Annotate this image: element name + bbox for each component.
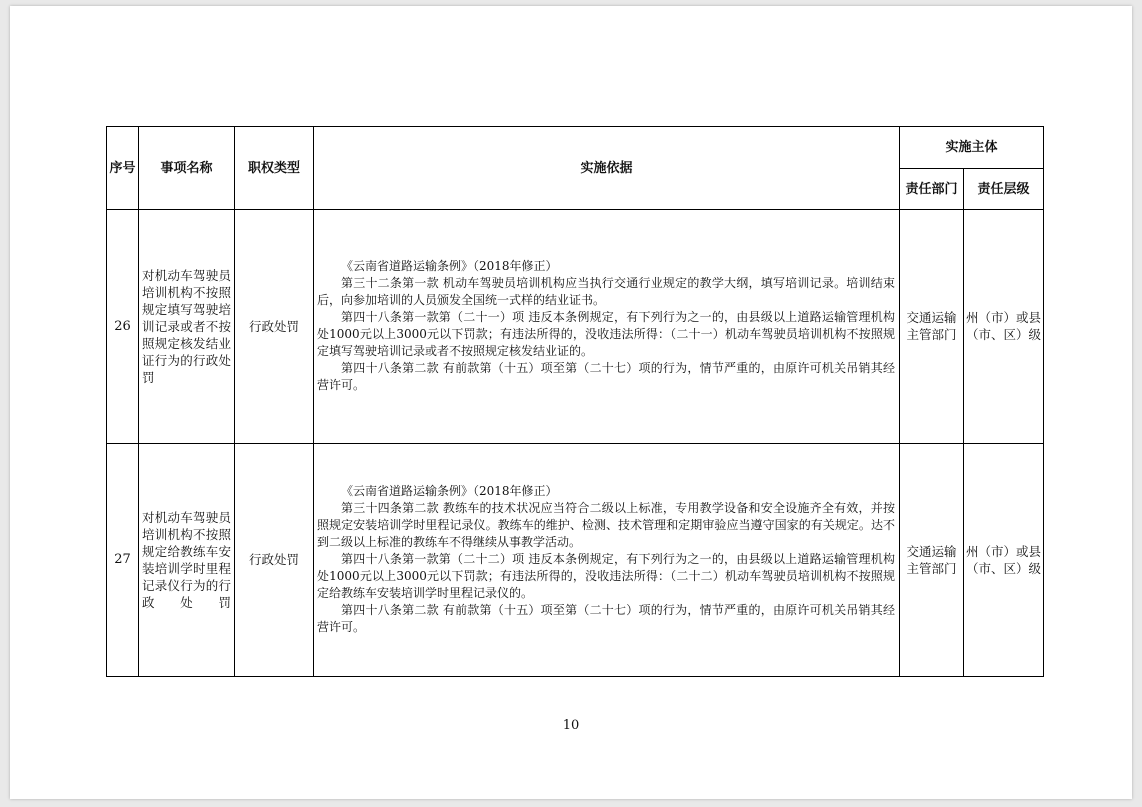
basis-title: 《云南省道路运输条例》（2018年修正） [341, 484, 558, 499]
row-authority-type: 行政处罚 [235, 443, 314, 676]
table-row [107, 210, 1044, 443]
row-level: 州（市）或县（市、区）级 [964, 443, 1044, 676]
basis-paragraph: 第三十四条第二款 教练车的技术状况应当符合二级以上标准，专用教学设备和安全设施齐全有效，并按照规定安装培训学时里程记录仪。教练车的维护、检测、技术管理和定期审验应当遵守国家的有关规定。达不到二级以上标准的教练车不得继续从事教学活动。 [317, 501, 895, 550]
row-item-name: 对机动车驾驶员培训机构不按照规定给教练车安装培训学时里程记录仪行为的行政处罚 [139, 443, 235, 676]
header-type: 职权类型 [235, 127, 314, 210]
row-level: 州（市）或县（市、区）级 [964, 210, 1044, 443]
page-number: 10 [562, 718, 580, 733]
basis-paragraph: 第四十八条第一款第（二十一）项 违反本条例规定，有下列行为之一的，由县级以上道路运输管理机构处1000元以上3000元以下罚款；有违法所得的，没收违法所得：（二十一）机动车驾驶员培训机构不按照规定填写驾驶培训记录或者不按照规定核发结业证的。 [317, 310, 895, 359]
row-authority-type: 行政处罚 [235, 210, 314, 443]
row-dept: 交通运输主管部门 [900, 443, 964, 676]
authority-table [106, 126, 1044, 677]
header-name: 事项名称 [139, 127, 235, 210]
table-row [107, 443, 1044, 676]
row-dept: 交通运输主管部门 [900, 210, 964, 443]
row-item-name: 对机动车驾驶员培训机构不按照规定填写驾驶培训记录或者不按照规定核发结业证行为的行政处罚 [139, 210, 235, 443]
basis-paragraph: 第三十二条第一款 机动车驾驶员培训机构应当执行交通行业规定的教学大纲，填写培训记录。培训结束后，向参加培训的人员颁发全国统一式样的结业证书。 [317, 276, 895, 308]
header-subject: 实施主体 [900, 127, 1044, 169]
row-num: 26 [107, 210, 139, 443]
header-dept: 责任部门 [900, 169, 964, 210]
basis-title: 《云南省道路运输条例》（2018年修正） [341, 259, 558, 274]
row-basis [314, 210, 900, 443]
header-num: 序号 [107, 127, 139, 210]
document-page [10, 6, 1132, 799]
basis-paragraph: 第四十八条第二款 有前款第（十五）项至第（二十七）项的行为，情节严重的，由原许可机关吊销其经营许可。 [317, 361, 895, 393]
row-num: 27 [107, 443, 139, 676]
header-row [107, 127, 1044, 169]
basis-paragraph: 第四十八条第二款 有前款第（十五）项至第（二十七）项的行为，情节严重的，由原许可机关吊销其经营许可。 [317, 603, 895, 635]
basis-paragraph: 第四十八条第一款第（二十二）项 违反本条例规定，有下列行为之一的，由县级以上道路运输管理机构处1000元以上3000元以下罚款；有违法所得的，没收违法所得：（二十二）机动车驾驶员培训机构不按照规定给教练车安装培训学时里程记录仪的。 [317, 552, 895, 601]
header-level: 责任层级 [964, 169, 1044, 210]
row-basis [314, 443, 900, 676]
header-basis: 实施依据 [314, 127, 900, 210]
